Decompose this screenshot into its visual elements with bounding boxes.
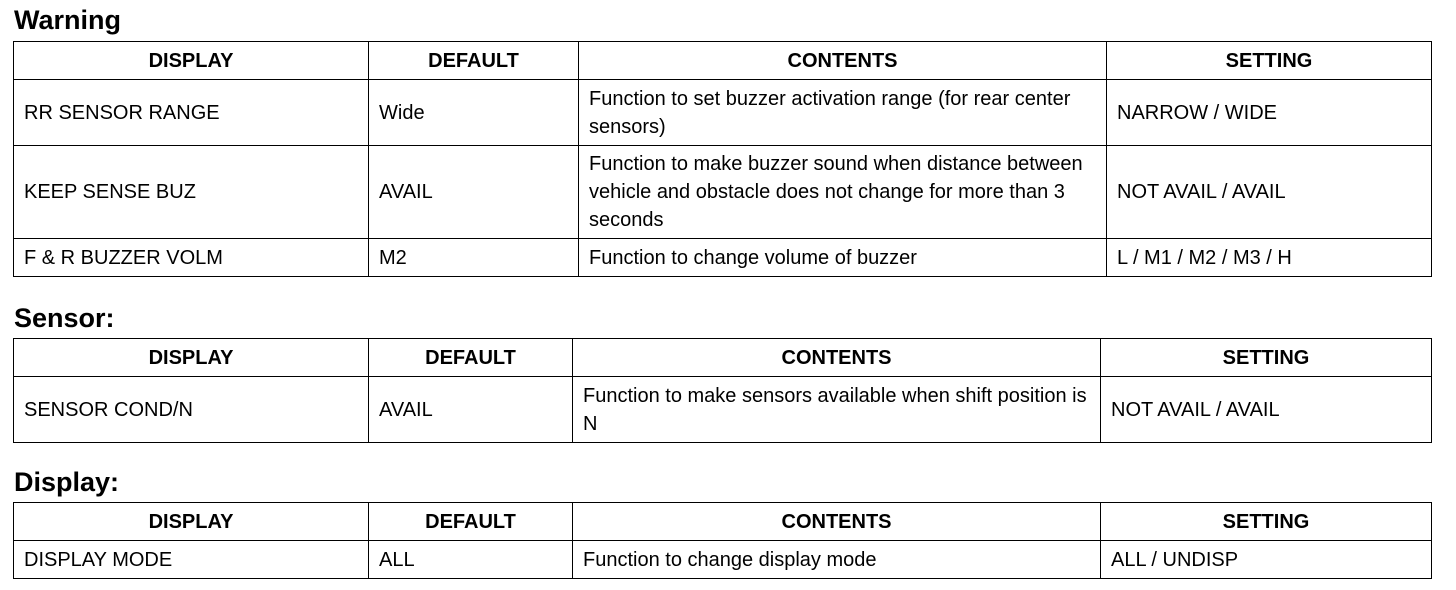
cell-setting: NOT AVAIL / AVAIL (1107, 146, 1432, 239)
column-header-setting: SETTING (1101, 339, 1432, 377)
warning-table (13, 41, 1432, 277)
column-header-display: DISPLAY (14, 503, 369, 541)
table-row (14, 146, 1432, 239)
column-header-contents: CONTENTS (573, 339, 1101, 377)
cell-display: RR SENSOR RANGE (14, 80, 369, 146)
column-header-contents: CONTENTS (573, 503, 1101, 541)
cell-contents: Function to set buzzer activation range (for rear center sensors) (579, 80, 1107, 146)
section-title-display: Display: (14, 467, 120, 497)
table-row (14, 541, 1432, 579)
table-row (14, 239, 1432, 277)
cell-default: ALL (369, 541, 573, 579)
column-header-display: DISPLAY (14, 339, 369, 377)
column-header-default: DEFAULT (369, 42, 579, 80)
cell-setting: L / M1 / M2 / M3 / H (1107, 239, 1432, 277)
cell-default: Wide (369, 80, 579, 146)
cell-display: F & R BUZZER VOLM (14, 239, 369, 277)
column-header-setting: SETTING (1107, 42, 1432, 80)
cell-default: M2 (369, 239, 579, 277)
column-header-contents: CONTENTS (579, 42, 1107, 80)
cell-display: KEEP SENSE BUZ (14, 146, 369, 239)
cell-contents: Function to change volume of buzzer (579, 239, 1107, 277)
cell-contents: Function to change display mode (573, 541, 1101, 579)
cell-setting: NOT AVAIL / AVAIL (1101, 377, 1432, 443)
table-header-row (14, 503, 1432, 541)
section-title-warning: Warning (14, 5, 121, 35)
column-header-display: DISPLAY (14, 42, 369, 80)
section-title-sensor: Sensor: (14, 303, 115, 333)
sensor-table (13, 338, 1432, 443)
cell-contents: Function to make buzzer sound when distance between vehicle and obstacle does not change for more than 3 seconds (579, 146, 1107, 239)
display-table (13, 502, 1432, 579)
cell-contents: Function to make sensors available when shift position is N (573, 377, 1101, 443)
table-header-row (14, 42, 1432, 80)
cell-default: AVAIL (369, 377, 573, 443)
cell-default: AVAIL (369, 146, 579, 239)
cell-display: DISPLAY MODE (14, 541, 369, 579)
cell-setting: ALL / UNDISP (1101, 541, 1432, 579)
column-header-default: DEFAULT (369, 503, 573, 541)
table-row (14, 80, 1432, 146)
cell-setting: NARROW / WIDE (1107, 80, 1432, 146)
table-header-row (14, 339, 1432, 377)
column-header-setting: SETTING (1101, 503, 1432, 541)
table-row (14, 377, 1432, 443)
cell-display: SENSOR COND/N (14, 377, 369, 443)
column-header-default: DEFAULT (369, 339, 573, 377)
